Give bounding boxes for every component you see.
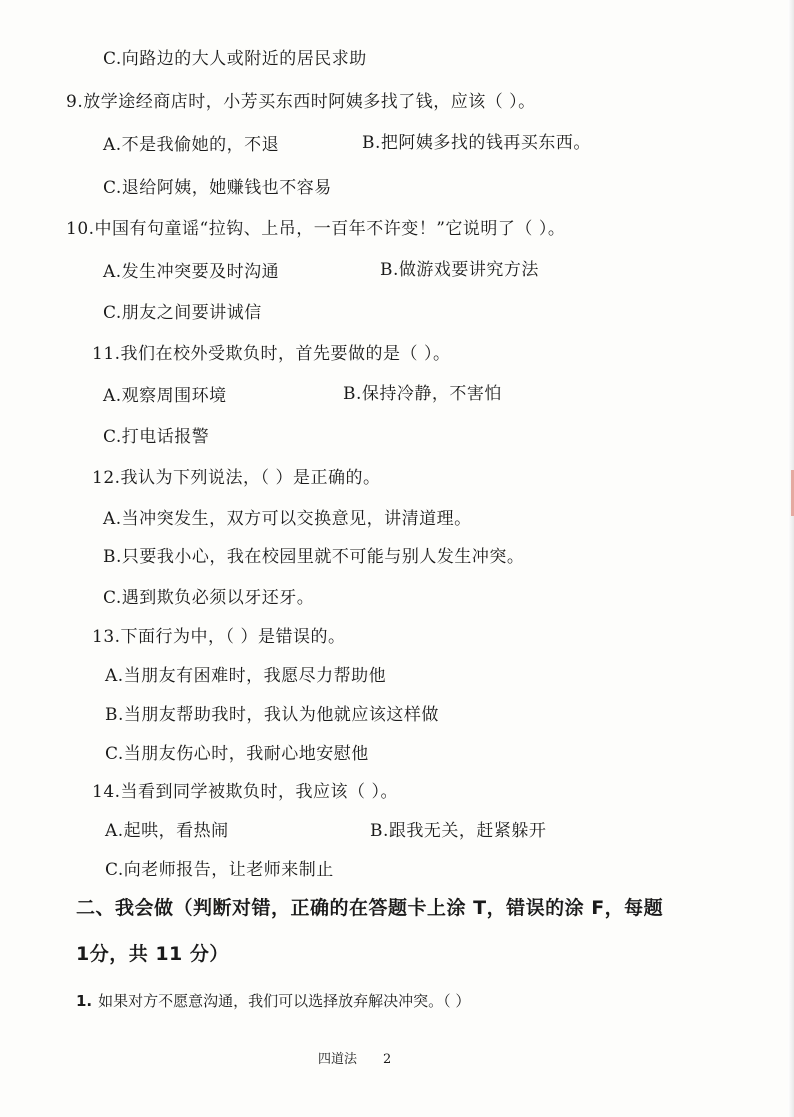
q8-option-c: C.向路边的大人或附近的居民求助	[103, 49, 367, 69]
q13-option-a: A.当朋友有困难时，我愿尽力帮助他	[105, 666, 387, 686]
q11-option-b: B.保持冷静，不害怕	[343, 384, 502, 404]
page-edge-shadow	[788, 0, 794, 1117]
q11-option-a: A.观察周围环境	[103, 386, 227, 406]
q10-option-b: B.做游戏要讲究方法	[380, 260, 539, 280]
judgement-item	[76, 991, 470, 1011]
q14-option-a: A.起哄，看热闹	[105, 821, 229, 841]
q13-stem: 13.下面行为中，（ ）是错误的。	[92, 627, 346, 647]
q12-stem: 12.我认为下列说法，（ ）是正确的。	[92, 468, 381, 488]
q10-stem: 10.中国有句童谣“拉钩、上吊，一百年不许变！”它说明了（ ）。	[66, 219, 566, 239]
q13-option-c: C.当朋友伤心时，我耐心地安慰他	[105, 744, 369, 764]
q12-option-b: B.只要我小心，我在校园里就不可能与别人发生冲突。	[103, 547, 525, 567]
q10-option-a: A.发生冲突要及时沟通	[103, 262, 280, 282]
q13-option-b: B.当朋友帮助我时，我认为他就应该这样做	[105, 705, 439, 725]
page-footer	[318, 1052, 391, 1068]
q14-stem: 14.当看到同学被欺负时，我应该（ ）。	[92, 782, 398, 802]
q12-option-a: A.当冲突发生，双方可以交换意见，讲清道理。	[103, 509, 472, 529]
section-2-title-line1: 二、我会做（判断对错，正确的在答题卡上涂 T，错误的涂 F，每题	[76, 897, 664, 919]
section-2-title-line2: 1分，共 11 分）	[76, 943, 229, 965]
q9-option-a: A.不是我偷她的，不退	[103, 135, 280, 155]
q14-option-c: C.向老师报告，让老师来制止	[105, 860, 334, 880]
q9-option-c: C.退给阿姨，她赚钱也不容易	[103, 178, 332, 198]
q11-stem: 11.我们在校外受欺负时，首先要做的是（ ）。	[92, 344, 451, 364]
q12-option-c: C.遇到欺负必须以牙还牙。	[103, 588, 315, 608]
judgement-item-number: 1.	[76, 992, 93, 1010]
q9-option-b: B.把阿姨多找的钱再买东西。	[362, 133, 591, 153]
q10-option-c: C.朋友之间要讲诚信	[103, 303, 262, 323]
q14-option-b: B.跟我无关，赶紧躲开	[370, 821, 547, 841]
q11-option-c: C.打电话报警	[103, 427, 210, 447]
page-number: 2	[383, 1052, 392, 1067]
judgement-item-text: 如果对方不愿意沟通，我们可以选择放弃解决冲突。（ ）	[98, 992, 471, 1010]
q9-stem: 9.放学途经商店时，小芳买东西时阿姨多找了钱，应该（ ）。	[66, 92, 536, 112]
footer-subject: 四道法	[318, 1052, 358, 1067]
